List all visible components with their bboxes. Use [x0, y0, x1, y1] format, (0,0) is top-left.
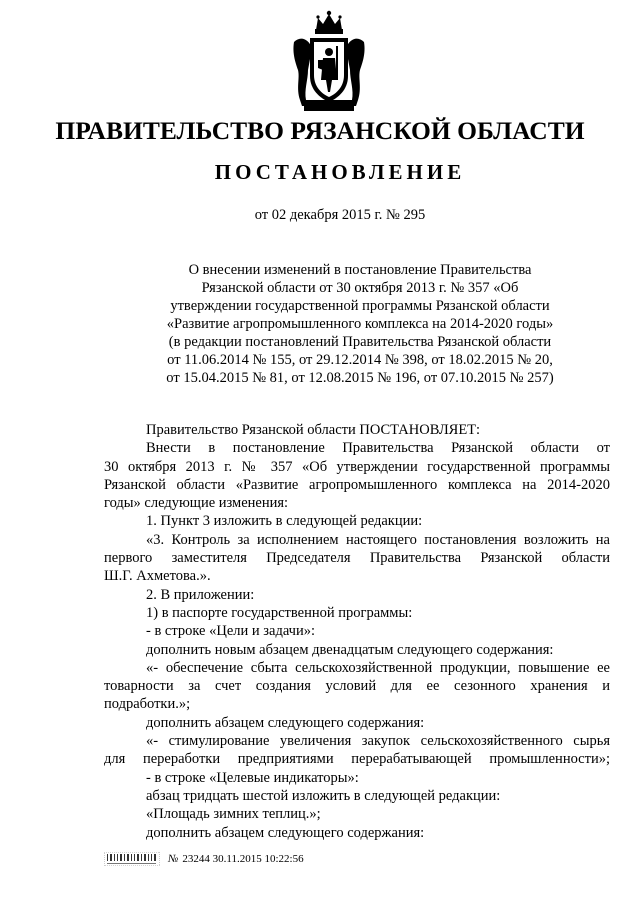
body-line: «Площадь зимних теплиц.»; — [146, 806, 321, 823]
document-date-number: от 02 декабря 2015 г. № 295 — [254, 207, 426, 223]
body-line: абзац тридцать шестой изложить в следующей редакции: — [146, 787, 501, 804]
document-subject — [120, 261, 600, 387]
body-line: 2. В приложении: — [146, 586, 255, 603]
body-line: - в строке «Цели и задачи»: — [146, 623, 316, 640]
registration-number-datetime: 23244 30.11.2015 10:22:56 — [182, 853, 304, 865]
body-line: годы» следующие изменения: — [104, 495, 289, 512]
body-line: Рязанской области «Развитие агропромышленного комплекса на 2014-2020 — [104, 476, 610, 493]
body-line: товарности за счет создания условий для ее сезонного хранения и — [104, 678, 610, 695]
registration-stamp — [168, 853, 304, 865]
body-line: - в строке «Целевые индикаторы»: — [146, 769, 359, 786]
body-line: «3. Контроль за исполнением настоящего постановления возложить на — [146, 531, 610, 548]
body-line: первого заместителя Председателя Правительства Рязанской области — [104, 550, 610, 567]
number-sign: № — [168, 853, 179, 865]
barcode-icon — [104, 852, 160, 866]
body-line: «- стимулирование увеличения закупок сельскохозяйственного сырья — [146, 733, 610, 750]
body-line: 1. Пункт 3 изложить в следующей редакции: — [146, 513, 423, 530]
government-title: ПРАВИТЕЛЬСТВО РЯЗАНСКОЙ ОБЛАСТИ — [55, 116, 585, 145]
body-line: 1) в паспорте государственной программы: — [146, 604, 413, 621]
body-line: для переработки предприятиями перерабатывающей промышленности»; — [104, 751, 610, 768]
body-line: подработки.»; — [104, 696, 191, 713]
body-line: дополнить абзацем следующего содержания: — [146, 714, 425, 731]
coat-of-arms-emblem — [290, 8, 368, 114]
subject-line: «Развитие агропромышленного комплекса на 2014-2020 годы» — [166, 316, 554, 332]
subject-line: О внесении изменений в постановление Правительства — [188, 262, 532, 278]
body-line: Правительство Рязанской области ПОСТАНОВЛЯЕТ: — [146, 422, 481, 438]
document-type: ПОСТАНОВЛЕНИЕ — [214, 160, 466, 184]
subject-line: утверждении государственной программы Рязанской области — [170, 298, 550, 314]
body-line: 30 октября 2013 г. № 357 «Об утверждении государственной программы — [104, 458, 610, 475]
document-body — [104, 421, 610, 842]
subject-line: (в редакции постановлений Правительства Рязанской области — [168, 334, 552, 350]
subject-line: от 15.04.2015 № 81, от 12.08.2015 № 196, от 07.10.2015 № 257) — [166, 370, 554, 386]
body-line: «- обеспечение сбыта сельскохозяйственной продукции, повышение ее — [146, 659, 610, 676]
subject-line: Рязанской области от 30 октября 2013 г. № 357 «Об — [201, 280, 519, 296]
body-line: Внести в постановление Правительства Рязанской области от — [146, 440, 610, 457]
body-line: Ш.Г. Ахметова.». — [104, 568, 211, 585]
body-line: дополнить новым абзацем двенадцатым следующего содержания: — [146, 641, 554, 658]
body-line: дополнить абзацем следующего содержания: — [146, 824, 425, 841]
registration-footer — [104, 851, 304, 867]
subject-line: от 11.06.2014 № 155, от 29.12.2014 № 398, от 18.02.2015 № 20, — [167, 352, 553, 368]
